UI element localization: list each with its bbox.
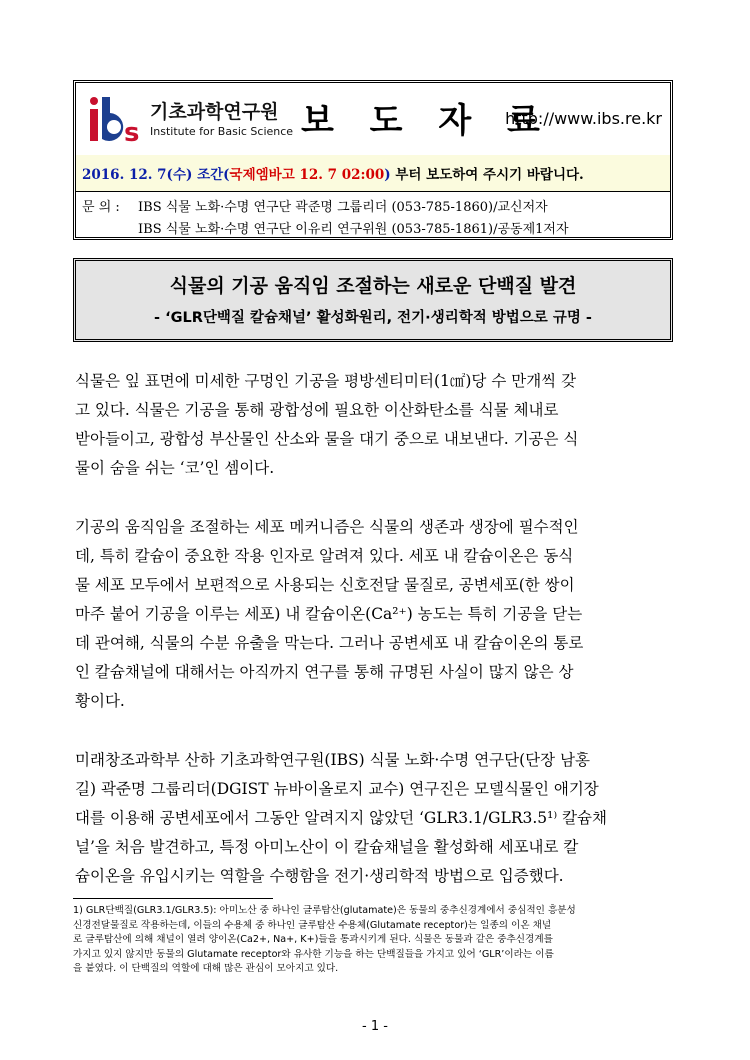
embargo-date: 2016. 12. 7(수) 조간 bbox=[82, 167, 224, 183]
paragraph-line: 널’을 처음 발견하고, 특정 아미노산이 이 칼슘채널을 활성화해 세포내로 칼 bbox=[75, 838, 579, 856]
contact-info bbox=[82, 197, 569, 241]
headline-box bbox=[73, 258, 673, 342]
paragraph-line: 데, 특히 칼슘이 중요한 작용 인자로 알려져 있다. 세포 내 칼슘이온은 동식 bbox=[75, 547, 574, 565]
footnote-divider bbox=[73, 898, 273, 899]
contact-row-2 bbox=[82, 219, 569, 241]
paragraph-2 bbox=[75, 513, 679, 716]
footnote-line: 을 붙였다. 이 단백질의 역할에 대해 많은 관심이 모아지고 있다. bbox=[73, 963, 339, 974]
ibs-logo bbox=[84, 91, 294, 147]
paragraph-line: 받아들이고, 광합성 부산물인 산소와 물을 대기 중으로 내보낸다. 기공은 식 bbox=[75, 430, 579, 448]
footnote-line: 로 글루탐산에 의해 채널이 열려 양이온(Ca2+, Na+, K+)들을 통과시키게 된다. 식물은 동물과 같은 중추신경계를 bbox=[73, 934, 553, 945]
paragraph-line: 슘이온을 유입시키는 역할을 수행함을 전기·생리학적 방법으로 입증했다. bbox=[75, 867, 564, 885]
embargo-notice bbox=[76, 155, 670, 192]
paragraph-line: 길) 곽준명 그룹리더(DGIST 뉴바이올로지 교수) 연구진은 모델식물인 애기장 bbox=[75, 780, 599, 798]
press-release-title: 보 도 자 료 bbox=[301, 101, 552, 141]
paragraph-line: 식물은 잎 표면에 미세한 구멍인 기공을 평방센티미터(1㎠)당 수 만개씩 갖 bbox=[75, 372, 577, 390]
paragraph-line: 황이다. bbox=[75, 692, 125, 710]
embargo-request: 부터 보도하여 주시기 바랍니다. bbox=[390, 167, 584, 183]
paragraph-line: 기공의 움직임을 조절하는 세포 메커니즘은 식물의 생존과 생장에 필수적인 bbox=[75, 518, 579, 536]
logo-korean-name: 기초과학연구원 bbox=[150, 101, 279, 123]
contact-line-1: IBS 식물 노화·수명 연구단 곽준명 그룹리더 (053-785-1860)/교신저자 bbox=[138, 200, 548, 215]
contact-row-1 bbox=[82, 197, 569, 219]
footnote-line: 가지고 있지 않지만 동물의 Glutamate receptor와 유사한 기능을 하는 단백질들을 가지고 있어 ‘GLR’이라는 이름 bbox=[73, 948, 554, 960]
website-url[interactable]: http://www.ibs.re.kr bbox=[505, 109, 662, 128]
footnote bbox=[73, 904, 677, 977]
embargo-paren-close: ) bbox=[384, 167, 391, 183]
headline: 식물의 기공 움직임 조절하는 새로운 단백질 발견 bbox=[169, 275, 577, 297]
logo-english-name: Institute for Basic Science bbox=[150, 125, 294, 138]
paragraph-3 bbox=[75, 746, 679, 891]
paragraph-line: 대를 이용해 공변세포에서 그동안 알려지지 않았던 ‘GLR3.1/GLR3.5¹⁾ 칼슘채 bbox=[75, 809, 608, 827]
paragraph-line: 마주 붙어 기공을 이루는 세포) 내 칼슘이온(Ca²⁺) 농도는 특히 기공을 닫는 bbox=[75, 605, 583, 623]
paragraph-line: 데 관여해, 식물의 수분 유출을 막는다. 그러나 공변세포 내 칼슘이온의 통로 bbox=[75, 634, 584, 652]
article-body bbox=[75, 367, 679, 921]
contact-label: 문 의 : bbox=[82, 200, 120, 215]
embargo-international: 국제엠바고 12. 7 02:00 bbox=[229, 167, 385, 183]
paragraph-line: 물이 숨을 쉬는 ‘코’인 셈이다. bbox=[75, 459, 275, 477]
contact-line-2: IBS 식물 노화·수명 연구단 이유리 연구위원 (053-785-1861)/공동제1저자 bbox=[138, 222, 569, 237]
paragraph-line: 인 칼슘채널에 대해서는 아직까지 연구를 통해 규명된 사실이 많지 않은 상 bbox=[75, 663, 574, 681]
paragraph-1 bbox=[75, 367, 679, 483]
footnote-line: 1) GLR단백질(GLR3.1/GLR3.5): 아미노산 중 하나인 글루탐산(glutamate)은 동물의 중추신경계에서 중심적인 흥분성 bbox=[73, 905, 576, 916]
embargo-line bbox=[82, 163, 584, 183]
paragraph-line: 미래창조과학부 산하 기초과학연구원(IBS) 식물 노화·수명 연구단(단장 남홍 bbox=[75, 751, 590, 769]
embargo-paren-open: ( bbox=[223, 167, 230, 183]
svg-text:s: s bbox=[124, 118, 140, 145]
subheadline: - ‘GLR단백질 칼슘채널’ 활성화원리, 전기·생리학적 방법으로 규명 - bbox=[154, 310, 592, 326]
footnote-line: 신경전달물질로 작용하는데, 이들의 수용체 중 하나인 글루탐산 수용체(Glutamate receptor)는 일종의 이온 채널 bbox=[73, 919, 552, 931]
press-header bbox=[73, 80, 673, 240]
ibs-logo-mark bbox=[84, 93, 144, 145]
paragraph-line: 물 세포 모두에서 보편적으로 사용되는 신호전달 물질로, 공변세포(한 쌍이 bbox=[75, 576, 575, 594]
paragraph-line: 고 있다. 식물은 기공을 통해 광합성에 필요한 이산화탄소를 식물 체내로 bbox=[75, 401, 559, 419]
page-number: - 1 - bbox=[362, 1019, 388, 1034]
header-top-row bbox=[76, 83, 670, 156]
